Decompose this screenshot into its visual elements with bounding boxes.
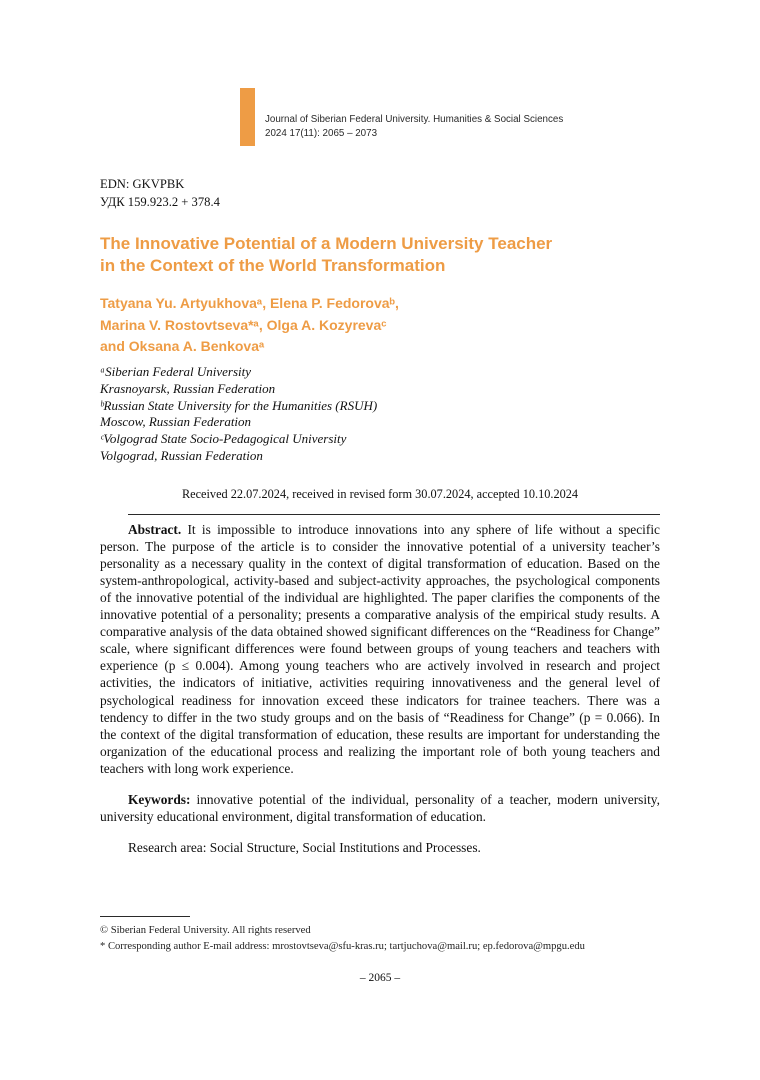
keywords-paragraph	[100, 791, 660, 825]
received-dates: Received 22.07.2024, received in revised form 30.07.2024, accepted 10.10.2024	[181, 486, 579, 501]
article-title	[100, 233, 660, 277]
journal-name	[255, 113, 563, 146]
affiliation-line: Volgograd, Russian Federation	[100, 447, 263, 463]
author-line: Tatyana Yu. Artyukhovaᵃ, Elena P. Fedorovaᵇ,	[100, 294, 399, 311]
journal-issue-line: 2024 17(11): 2065 – 2073	[265, 128, 378, 140]
footnote-block	[100, 916, 660, 956]
copyright-note: © Siberian Federal University. All rights reserved	[100, 925, 311, 936]
page-number: – 2065 –	[359, 972, 401, 984]
keywords-text: innovative potential of the individual, personality of a teacher, modern university, university educational environment, digital transformation of education.	[100, 792, 660, 825]
affiliation-line: ᵇRussian State University for the Humanities (RSUH)	[100, 397, 378, 413]
article-title-line2: in the Context of the World Transformation	[100, 255, 446, 275]
journal-accent-bar	[240, 88, 255, 146]
author-line: and Oksana A. Benkovaᵃ	[100, 338, 265, 355]
journal-masthead	[240, 0, 660, 146]
author-line: Marina V. Rostovtseva*ᵃ, Olga A. Kozyrevaᶜ	[100, 316, 387, 333]
author-list	[100, 293, 660, 358]
affiliation-line: ᵃSiberian Federal University	[100, 364, 252, 379]
affiliation-line: ᶜVolgograd State Socio-Pedagogical University	[100, 431, 347, 447]
affiliation-line: Krasnoyarsk, Russian Federation	[100, 380, 276, 396]
abstract-paragraph	[100, 521, 660, 777]
affiliation-line: Moscow, Russian Federation	[100, 414, 252, 430]
keywords-label: Keywords:	[128, 792, 191, 807]
abstract-label: Abstract.	[128, 521, 182, 537]
udk-code: УДК 159.923.2 + 378.4	[100, 194, 220, 209]
article-codes	[100, 176, 660, 212]
edn-code: EDN: GKVPBK	[100, 177, 185, 191]
research-area-line: Research area: Social Structure, Social Institutions and Processes.	[128, 840, 481, 856]
abstract-text: It is impossible to introduce innovations into any sphere of life without a specific person. The purpose of the article is to consider the innovative potential of a university teacher’s personality as a necessary quality in the context of digital transformation of education. Based on the system-anthropological, activity-based and subject-activity approaches, the psychological components of the innovative potential of the individual are highlighted. The paper clarifies the components of the innovative potential of a personality; presents a comparative analysis of the empirical study results. A comparative analysis of the data obtained showed significant differences on the “Readiness for Change” scale, where significant differences were found between groups of young teachers and teachers with experience (p ≤ 0.004). Among young teachers who are actively involved in research and project activities, the indicators of initiative, activities requiring innovativeness and the general level of psychological readiness for innovation exceed these indicators for trainee teachers. There was a tendency to differ in the two study groups and on the basis of “Readiness for Change” (p = 0.066). In the context of the digital transformation of education, these results are important for understanding the organization of the educational process and realizing the important role of both young teachers and teachers with long work experience.	[100, 521, 660, 776]
corresponding-author-note: * Corresponding author E-mail address: mrostovtseva@sfu-kras.ru; tartjuchova@mail.ru; ep.fedorova@mpgu.edu	[100, 941, 585, 953]
journal-name-line1: Journal of Siberian Federal University. Humanities & Social Sciences	[265, 113, 564, 125]
affiliation-list	[100, 364, 660, 465]
footnote-rule	[100, 916, 190, 917]
article-title-line1: The Innovative Potential of a Modern University Teacher	[100, 233, 553, 253]
abstract-top-rule	[128, 514, 660, 515]
